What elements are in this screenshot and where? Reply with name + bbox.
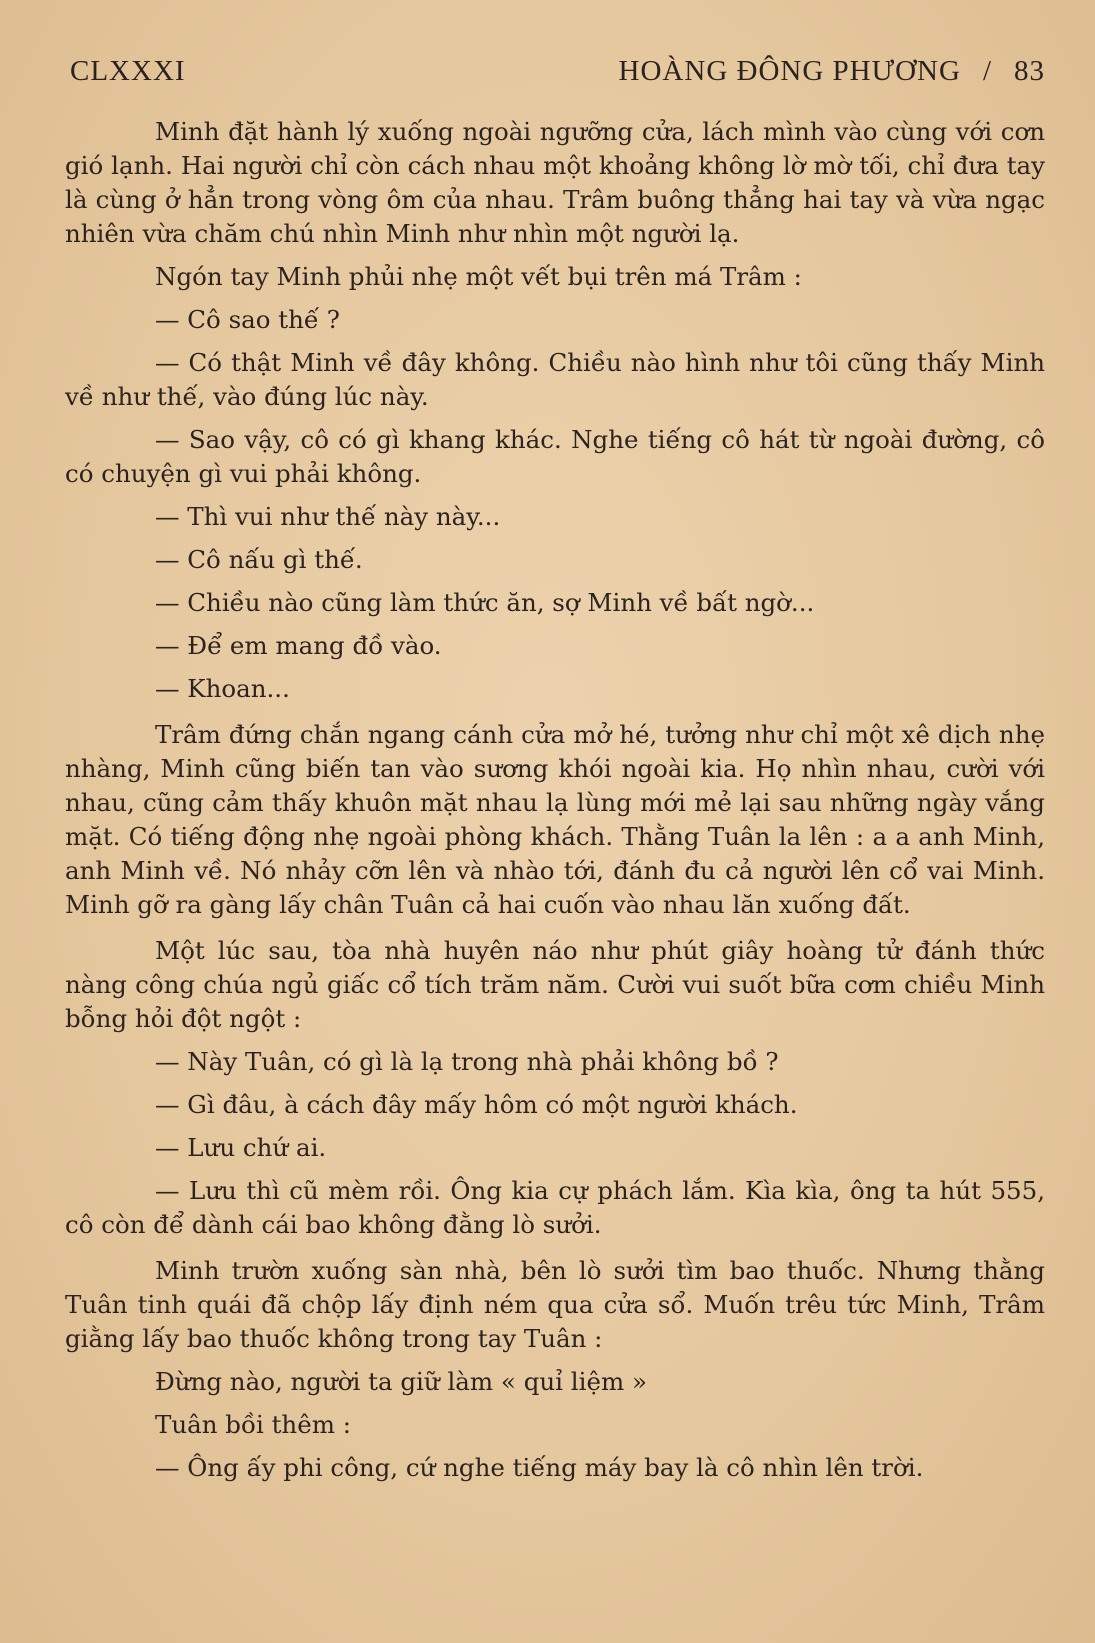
dialogue-line: — Lưu thì cũ mèm rồi. Ông kia cự phách lắm. Kìa kìa, ông ta hút 555, cô còn để dành cái bao không đằng lò sưởi. — [65, 1176, 1045, 1239]
running-title — [619, 55, 1045, 88]
dialogue-line: — Thì vui như thế này này... — [155, 502, 501, 531]
dialogue-line: — Cô sao thế ? — [155, 305, 340, 334]
dialogue-line: — Sao vậy, cô có gì khang khác. Nghe tiếng cô hát từ ngoài đường, cô có chuyện gì vui phải không. — [65, 425, 1045, 488]
paragraph: Minh đặt hành lý xuống ngoài ngưỡng cửa, lách mình vào cùng với cơn gió lạnh. Hai người chỉ còn cách nhau một khoảng không lờ mờ tối, chỉ đưa tay là cùng ở hẳn trong vòng ôm của nhau. Trâm buông thẳng hai tay và vừa ngạc nhiên vừa chăm chú nhìn Minh như nhìn một người lạ. — [65, 117, 1045, 248]
paragraph: Tuân bồi thêm : — [155, 1410, 351, 1439]
dialogue-line: — Có thật Minh về đây không. Chiều nào hình như tôi cũng thấy Minh về như thế, vào đúng lúc này. — [65, 348, 1045, 411]
paragraph: Ngón tay Minh phủi nhẹ một vết bụi trên má Trâm : — [155, 262, 802, 291]
header-separator: / — [982, 55, 992, 87]
dialogue-line: — Gì đâu, à cách đây mấy hôm có một người khách. — [155, 1090, 798, 1119]
dialogue-line: — Chiều nào cũng làm thức ăn, sợ Minh về bất ngờ... — [155, 588, 815, 617]
chapter-number: CLXXXI — [70, 55, 186, 87]
dialogue-line: — Lưu chứ ai. — [155, 1133, 327, 1162]
dialogue-line: — Khoan... — [155, 674, 290, 703]
body-text — [65, 115, 1045, 1485]
dialogue-line: — Này Tuân, có gì là lạ trong nhà phải không bồ ? — [155, 1047, 779, 1076]
dialogue-line: — Để em mang đồ vào. — [155, 631, 442, 660]
page-header — [70, 55, 1045, 95]
paragraph: Minh trườn xuống sàn nhà, bên lò sưởi tìm bao thuốc. Nhưng thằng Tuân tinh quái đã chộp lấy định ném qua cửa sổ. Muốn trêu tức Minh, Trâm giằng lấy bao thuốc không trong tay Tuân : — [65, 1256, 1045, 1353]
author-name: HOÀNG ĐÔNG PHƯƠNG — [618, 55, 961, 87]
paragraph: Trâm đứng chắn ngang cánh cửa mở hé, tưởng như chỉ một xê dịch nhẹ nhàng, Minh cũng biến tan vào sương khói ngoài kia. Họ nhìn nhau, cười với nhau, cũng cảm thấy khuôn mặt nhau lạ lùng mới mẻ lại sau những ngày vắng mặt. Có tiếng động nhẹ ngoài phòng khách. Thằng Tuân la lên : a a anh Minh, anh Minh về. Nó nhảy cỡn lên và nhào tới, đánh đu cả người lên cổ vai Minh. Minh gỡ ra gàng lấy chân Tuân cả hai cuốn vào nhau lăn xuống đất. — [65, 720, 1045, 919]
paragraph: Đừng nào, người ta giữ làm « quỉ liệm » — [155, 1367, 647, 1396]
paragraph: Một lúc sau, tòa nhà huyên náo như phút giây hoàng tử đánh thức nàng công chúa ngủ giấc cổ tích trăm năm. Cười vui suốt bữa cơm chiều Minh bỗng hỏi đột ngột : — [65, 936, 1045, 1033]
dialogue-line: — Ông ấy phi công, cứ nghe tiếng máy bay là cô nhìn lên trời. — [155, 1453, 924, 1482]
dialogue-line: — Cô nấu gì thế. — [155, 545, 363, 574]
page-number: 83 — [1014, 55, 1045, 87]
